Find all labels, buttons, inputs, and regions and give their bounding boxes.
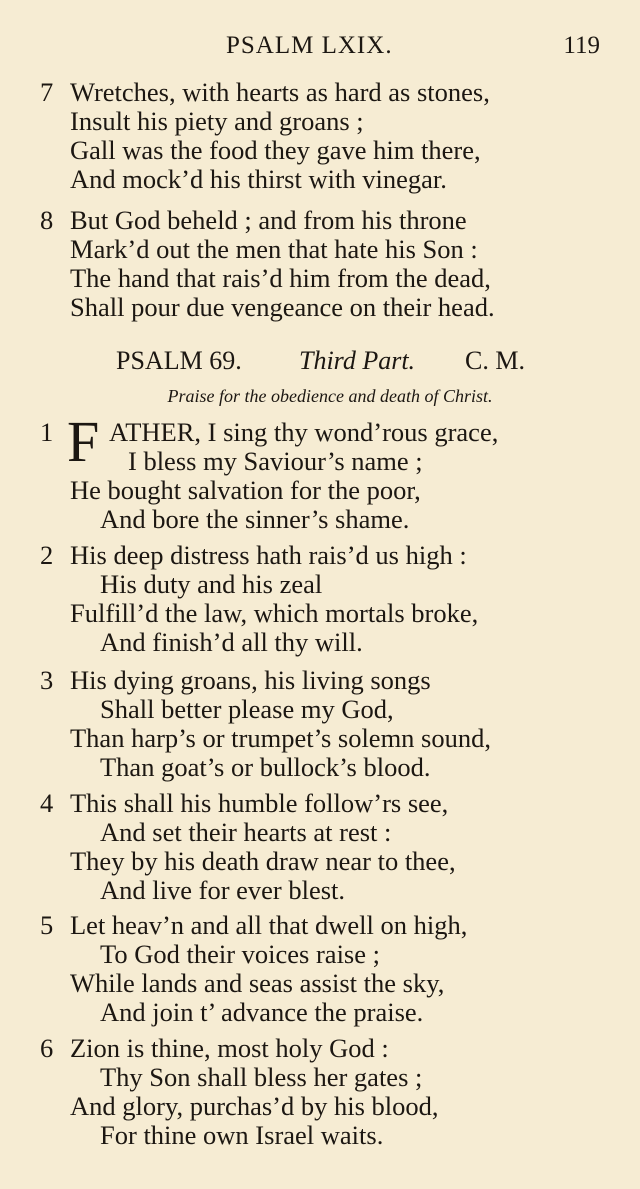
stanza-number: 2 [40,540,54,570]
verse-line: Gall was the food they gave him there, [70,135,481,165]
verse-line: They by his death draw near to thee, [70,846,456,876]
verse-line: Than harp’s or trumpet’s solemn sound, [70,723,491,753]
verse-line: ATHER, I sing thy wond’rous grace, [109,417,499,447]
stanza-number: 7 [40,77,54,107]
stanza-number: 5 [40,910,54,940]
verse-line: And finish’d all thy will. [100,627,363,657]
verse-line: And glory, purchas’d by his blood, [70,1091,439,1121]
running-title: PSALM LXIX. [226,32,393,59]
verse-line: And bore the sinner’s shame. [100,504,410,534]
verse-line: His duty and his zeal [100,569,323,599]
verse-line: Than goat’s or bullock’s blood. [100,752,431,782]
verse-line: While lands and seas assist the sky, [70,968,445,998]
section-heading [0,346,640,380]
hymn-subtitle: Praise for the obedience and death of Christ. [167,386,493,406]
verse-line: Mark’d out the men that hate his Son : [70,234,478,264]
stanza-number: 6 [40,1033,54,1063]
verse-line: And mock’d his thirst with vinegar. [70,164,447,194]
verse-line: Wretches, with hearts as hard as stones, [70,77,490,107]
stanza-number: 3 [40,665,54,695]
drop-cap: F [67,409,100,474]
page-number: 119 [563,32,600,59]
verse-line: Zion is thine, most holy God : [70,1033,389,1063]
verse-line: And set their hearts at rest : [100,817,392,847]
meter-label: C. M. [465,346,525,375]
verse-line: Shall better please my God, [100,694,394,724]
stanza-number: 8 [40,205,54,235]
verse-line: His dying groans, his living songs [70,665,431,695]
stanza-number: 4 [40,788,54,818]
verse-line: Insult his piety and groans ; [70,106,364,136]
running-head [0,32,640,64]
verse-line: This shall his humble follow’rs see, [70,788,449,818]
psalm-number: PSALM 69. [116,346,242,375]
verse-line: The hand that rais’d him from the dead, [70,263,491,293]
verse-line: And live for ever blest. [100,875,346,905]
verse-line: He bought salvation for the poor, [70,475,421,505]
verse-line: I bless my Saviour’s name ; [128,446,423,476]
stanza-number: 1 [40,417,54,447]
verse-line: And join t’ advance the praise. [100,997,424,1027]
part-label: Third Part. [299,346,416,375]
verse-line: Let heav’n and all that dwell on high, [70,910,468,940]
verse-line: His deep distress hath rais’d us high : [70,540,467,570]
verse-line: To God their voices raise ; [100,939,380,969]
verse-line: Shall pour due vengeance on their head. [70,292,495,322]
verse-line: But God beheld ; and from his throne [70,205,467,235]
verse-line: Fulfill’d the law, which mortals broke, [70,598,479,628]
verse-line: Thy Son shall bless her gates ; [100,1062,423,1092]
verse-line: For thine own Israel waits. [100,1120,384,1150]
